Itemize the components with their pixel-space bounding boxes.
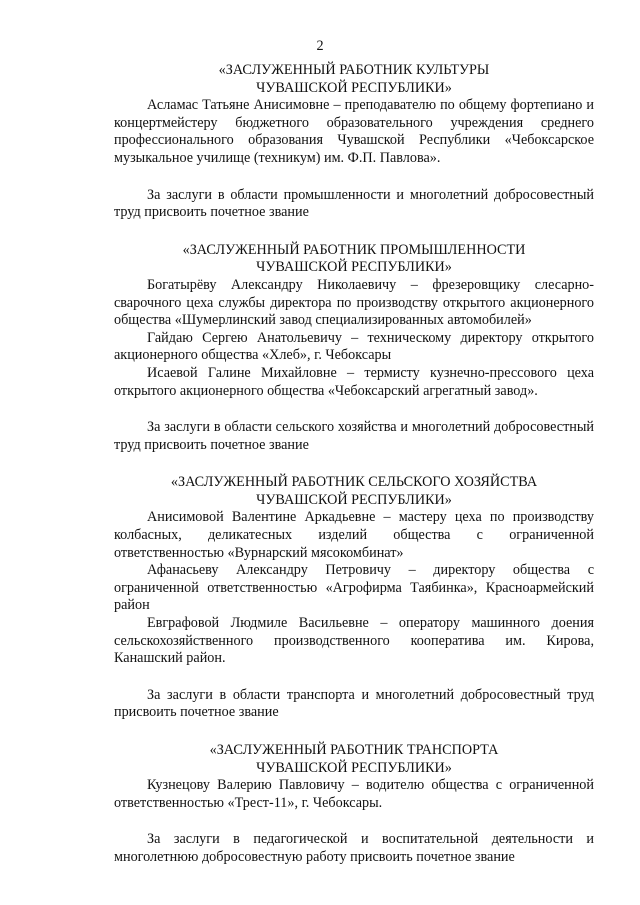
award-heading <box>114 62 594 97</box>
awardee-paragraph: Гайдаю Сергею Анатольевичу – техническому директору открытого акционерного общества «Хлеб», г. Чебоксары <box>114 329 594 364</box>
decree-paragraph: За заслуги в педагогической и воспитательной деятельности и многолетнюю добросовестную работу присвоить почетное звание <box>114 831 594 865</box>
document-body <box>114 62 594 867</box>
award-heading <box>114 742 594 777</box>
awardee-paragraph: Богатырёву Александру Николаевичу – фрезеровщику слесарно-сварочного цеха службы директора по производству открытого акционерного общества «Шумерлинский завод специализированных автомобилей» <box>114 276 594 329</box>
award-section-culture <box>114 62 594 168</box>
page-number: 2 <box>316 38 324 54</box>
award-heading <box>114 242 594 277</box>
award-heading-line: ЧУВАШСКОЙ РЕСПУБЛИКИ» <box>256 79 452 96</box>
award-heading-line: «ЗАСЛУЖЕННЫЙ РАБОТНИК СЕЛЬСКОГО ХОЗЯЙСТВА <box>170 474 538 491</box>
award-heading-line: «ЗАСЛУЖЕННЫЙ РАБОТНИК ТРАНСПОРТА <box>209 742 499 758</box>
decree-paragraph: За заслуги в области транспорта и многолетний добросовестный труд присвоить почетное звание <box>114 686 594 721</box>
award-heading-line: ЧУВАШСКОЙ РЕСПУБЛИКИ» <box>256 491 452 508</box>
award-section-industry <box>114 187 594 401</box>
awardee-paragraph: Кузнецову Валерию Павловичу – водителю общества с ограниченной ответственностью «Трест-11», г. Чебоксары. <box>114 777 594 811</box>
awardee-paragraph: Асламас Татьяне Анисимовне – преподавателю по общему фортепиано и концертмейстеру бюджетного образовательного учреждения среднего профессионального образования Чувашской Республики «Чебоксарское музыкальное училище (техникум) им. Ф.П. Павлова». <box>114 97 594 166</box>
award-heading-line: «ЗАСЛУЖЕННЫЙ РАБОТНИК КУЛЬТУРЫ <box>218 62 490 78</box>
decree-paragraph: За заслуги в области промышленности и многолетний добросовестный труд присвоить почетное звание <box>114 186 594 221</box>
award-section-transport <box>114 687 594 813</box>
award-heading-line: ЧУВАШСКОЙ РЕСПУБЛИКИ» <box>256 759 452 776</box>
awardee-paragraph: Исаевой Галине Михайловне – термисту кузнечно-прессового цеха открытого акционерного общества «Чебоксарский агрегатный завод». <box>114 364 594 399</box>
awardee-paragraph: Анисимовой Валентине Аркадьевне – мастеру цеха по производству колбасных, деликатесных изделий общества с ограниченной ответственностью «Вурнарский мясокомбинат» <box>114 509 594 561</box>
award-section-agriculture <box>114 419 594 668</box>
awardee-paragraph: Евграфовой Людмиле Васильевне – оператору машинного доения сельскохозяйственного производственного кооператива им. Кирова, Канашский район. <box>114 615 594 667</box>
award-heading <box>114 474 594 509</box>
award-heading-line: «ЗАСЛУЖЕННЫЙ РАБОТНИК ПРОМЫШЛЕННОСТИ <box>182 241 526 258</box>
award-heading-line: ЧУВАШСКОЙ РЕСПУБЛИКИ» <box>256 259 452 276</box>
decree-paragraph: За заслуги в области сельского хозяйства и многолетний добросовестный труд присвоить почетное звание <box>114 419 594 453</box>
awardee-paragraph: Афанасьеву Александру Петровичу – директору общества с ограниченной ответственностью «Агрофирма Таябинка», Красноармейский район <box>114 562 594 614</box>
